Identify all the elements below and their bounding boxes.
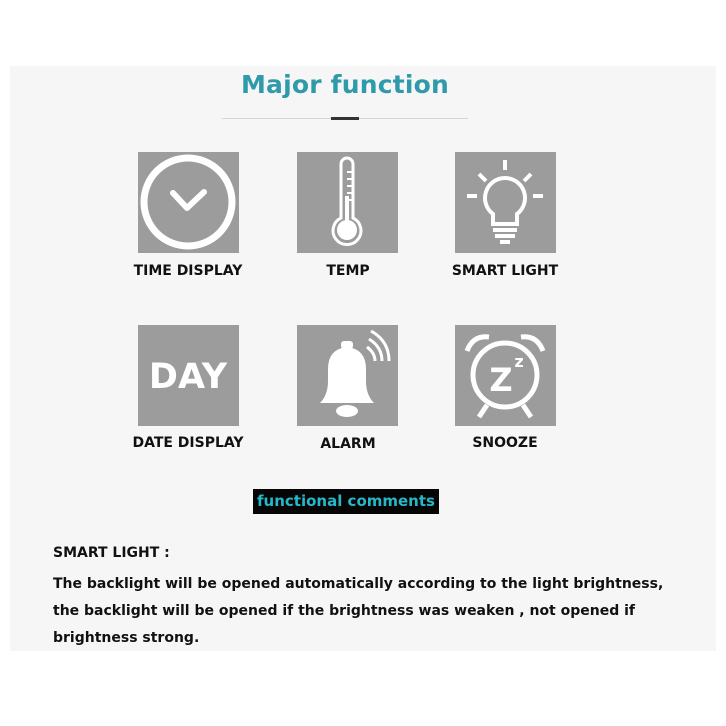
description-block: [53, 543, 693, 652]
date-display-tile: [138, 325, 239, 426]
day-text-icon: [138, 325, 239, 426]
title-accent-bar: [331, 117, 359, 120]
snooze-z-small: z: [514, 352, 524, 371]
description-line: The backlight will be opened automatically according to the light brightness,: [53, 576, 664, 592]
snooze-z-large: Z: [489, 361, 513, 399]
smart-light-tile: [455, 152, 556, 253]
description-line: brightness strong.: [53, 630, 200, 646]
bell-icon: [297, 325, 398, 426]
date-display-label: DATE DISPLAY: [132, 435, 244, 451]
time-display-label: TIME DISPLAY: [133, 263, 243, 279]
time-display-tile: [138, 152, 239, 253]
snooze-alarm-clock-icon: [455, 325, 556, 426]
alarm-label: ALARM: [320, 436, 376, 452]
light-bulb-icon: [455, 152, 556, 253]
temp-label: TEMP: [326, 263, 370, 279]
description-heading: SMART LIGHT :: [53, 545, 170, 561]
day-text: DAY: [148, 357, 228, 397]
thermometer-icon: [297, 152, 398, 253]
alarm-tile: [297, 325, 398, 426]
snooze-label: SNOOZE: [472, 435, 538, 451]
functional-comments-badge: functional comments: [253, 489, 439, 514]
snooze-tile: [455, 325, 556, 426]
page-title: Major function: [240, 70, 450, 99]
smart-light-label: SMART LIGHT: [451, 263, 559, 279]
description-line: the backlight will be opened if the brightness was weaken , not opened if: [53, 603, 636, 619]
clock-icon: [138, 152, 239, 253]
temp-tile: [297, 152, 398, 253]
